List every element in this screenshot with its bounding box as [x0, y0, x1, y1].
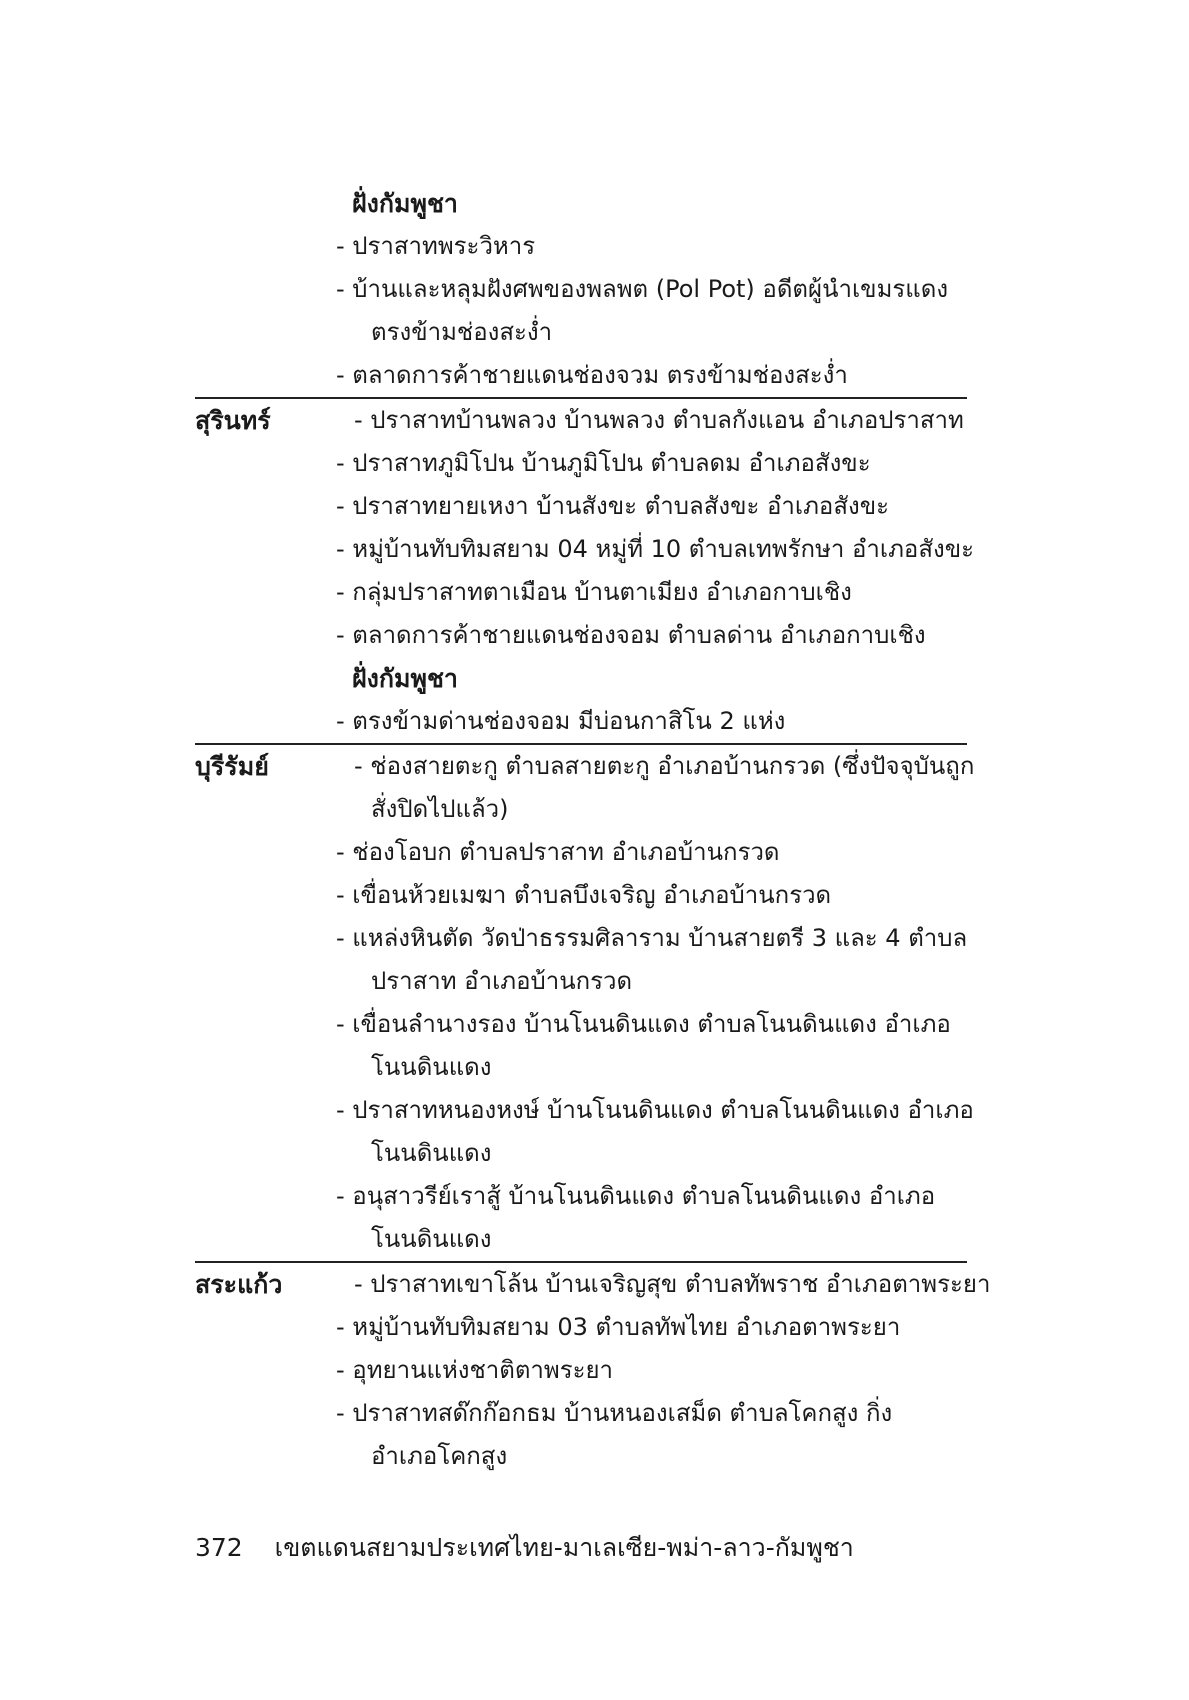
list-item: - อนุสาวรีย์เราสู้ บ้านโนนดินแดง ตำบลโนนดินแดง อำเภอ — [336, 1182, 936, 1210]
page-number: 372 — [195, 1533, 243, 1562]
list-item: - ปราสาทสด๊กก๊อกธม บ้านหนองเสม็ด ตำบลโคกสูง กิ่ง — [336, 1399, 893, 1427]
list-item: - อุทยานแห่งชาติตาพระยา — [336, 1356, 614, 1384]
list-item: - เขื่อนห้วยเมฆา ตำบลบึงเจริญ อำเภอบ้านกรวด — [336, 881, 832, 909]
list-item: - ช่องโอบก ตำบลปราสาท อำเภอบ้านกรวด — [336, 838, 780, 866]
province-row — [195, 399, 967, 442]
list-item-continuation: โนนดินแดง — [371, 1053, 492, 1081]
list-item: - ตรงข้ามด่านช่องจอม มีบ่อนกาสิโน 2 แห่ง — [336, 707, 786, 735]
province-section-buriram — [195, 745, 975, 1261]
list-item: - ปราสาทภูมิโปน บ้านภูมิโปน ตำบลดม อำเภอสังขะ — [336, 449, 871, 477]
province-section-sakaeo — [195, 1263, 991, 1478]
province-name: สระแก้ว — [195, 1270, 283, 1299]
list-item-continuation: สั่งปิดไปแล้ว) — [371, 795, 509, 823]
sub-heading: ฝั่งกัมพูชา — [352, 664, 458, 693]
running-title: เขตแดนสยามประเทศไทย-มาเลเซีย-พม่า-ลาว-กัมพูชา — [274, 1533, 854, 1562]
list-item: - บ้านและหลุมฝังศพของพลพต (Pol Pot) อดีตผู้นำเขมรแดง — [336, 275, 949, 303]
province-row — [195, 745, 975, 788]
list-item: - ปราสาทเขาโล้น บ้านเจริญสุข ตำบลทัพราช อำเภอตาพระยา — [354, 1270, 991, 1298]
list-item: - กลุ่มปราสาทตาเมือน บ้านตาเมียง อำเภอกาบเชิง — [336, 578, 852, 606]
list-item-continuation: โนนดินแดง — [371, 1139, 492, 1167]
list-item: - หมู่บ้านทับทิมสยาม 04 หมู่ที่ 10 ตำบลเทพรักษา อำเภอสังขะ — [336, 535, 974, 563]
top-block — [195, 182, 967, 397]
province-section-surin — [195, 399, 974, 743]
list-item: - แหล่งหินตัด วัดป่าธรรมศิลาราม บ้านสายตรี 3 และ 4 ตำบล — [336, 924, 968, 952]
list-item-continuation: ตรงข้ามช่องสะง่ำ — [371, 318, 553, 346]
list-item-continuation: ปราสาท อำเภอบ้านกรวด — [371, 967, 633, 995]
list-item: - หมู่บ้านทับทิมสยาม 03 ตำบลทัพไทย อำเภอตาพระยา — [336, 1313, 901, 1341]
page-footer — [195, 1528, 854, 1568]
list-item: - ตลาดการค้าชายแดนช่องจวม ตรงข้ามช่องสะง่ำ — [336, 361, 848, 389]
list-item-continuation: อำเภอโคกสูง — [371, 1442, 508, 1470]
top-block-heading: ฝั่งกัมพูชา — [352, 189, 458, 218]
list-item: - ปราสาทยายเหงา บ้านสังขะ ตำบลสังขะ อำเภอสังขะ — [336, 492, 889, 520]
list-item-continuation: โนนดินแดง — [371, 1225, 492, 1253]
list-item: - ช่องสายตะกู ตำบลสายตะกู อำเภอบ้านกรวด (ซึ่งปัจจุบันถูก — [354, 752, 975, 780]
province-name: สุรินทร์ — [195, 406, 271, 435]
list-item: - ปราสาทพระวิหาร — [336, 232, 536, 260]
list-item: - ปราสาทบ้านพลวง บ้านพลวง ตำบลกังแอน อำเภอปราสาท — [354, 406, 964, 434]
province-row — [195, 1263, 991, 1306]
list-item: - ปราสาทหนองหงษ์ บ้านโนนดินแดง ตำบลโนนดินแดง อำเภอ — [336, 1096, 974, 1124]
list-item: - เขื่อนลำนางรอง บ้านโนนดินแดง ตำบลโนนดินแดง อำเภอ — [336, 1010, 951, 1038]
province-name: บุรีรัมย์ — [195, 752, 269, 781]
province-attractions-table — [195, 182, 991, 1478]
list-item: - ตลาดการค้าชายแดนช่องจอม ตำบลด่าน อำเภอกาบเชิง — [336, 621, 926, 649]
